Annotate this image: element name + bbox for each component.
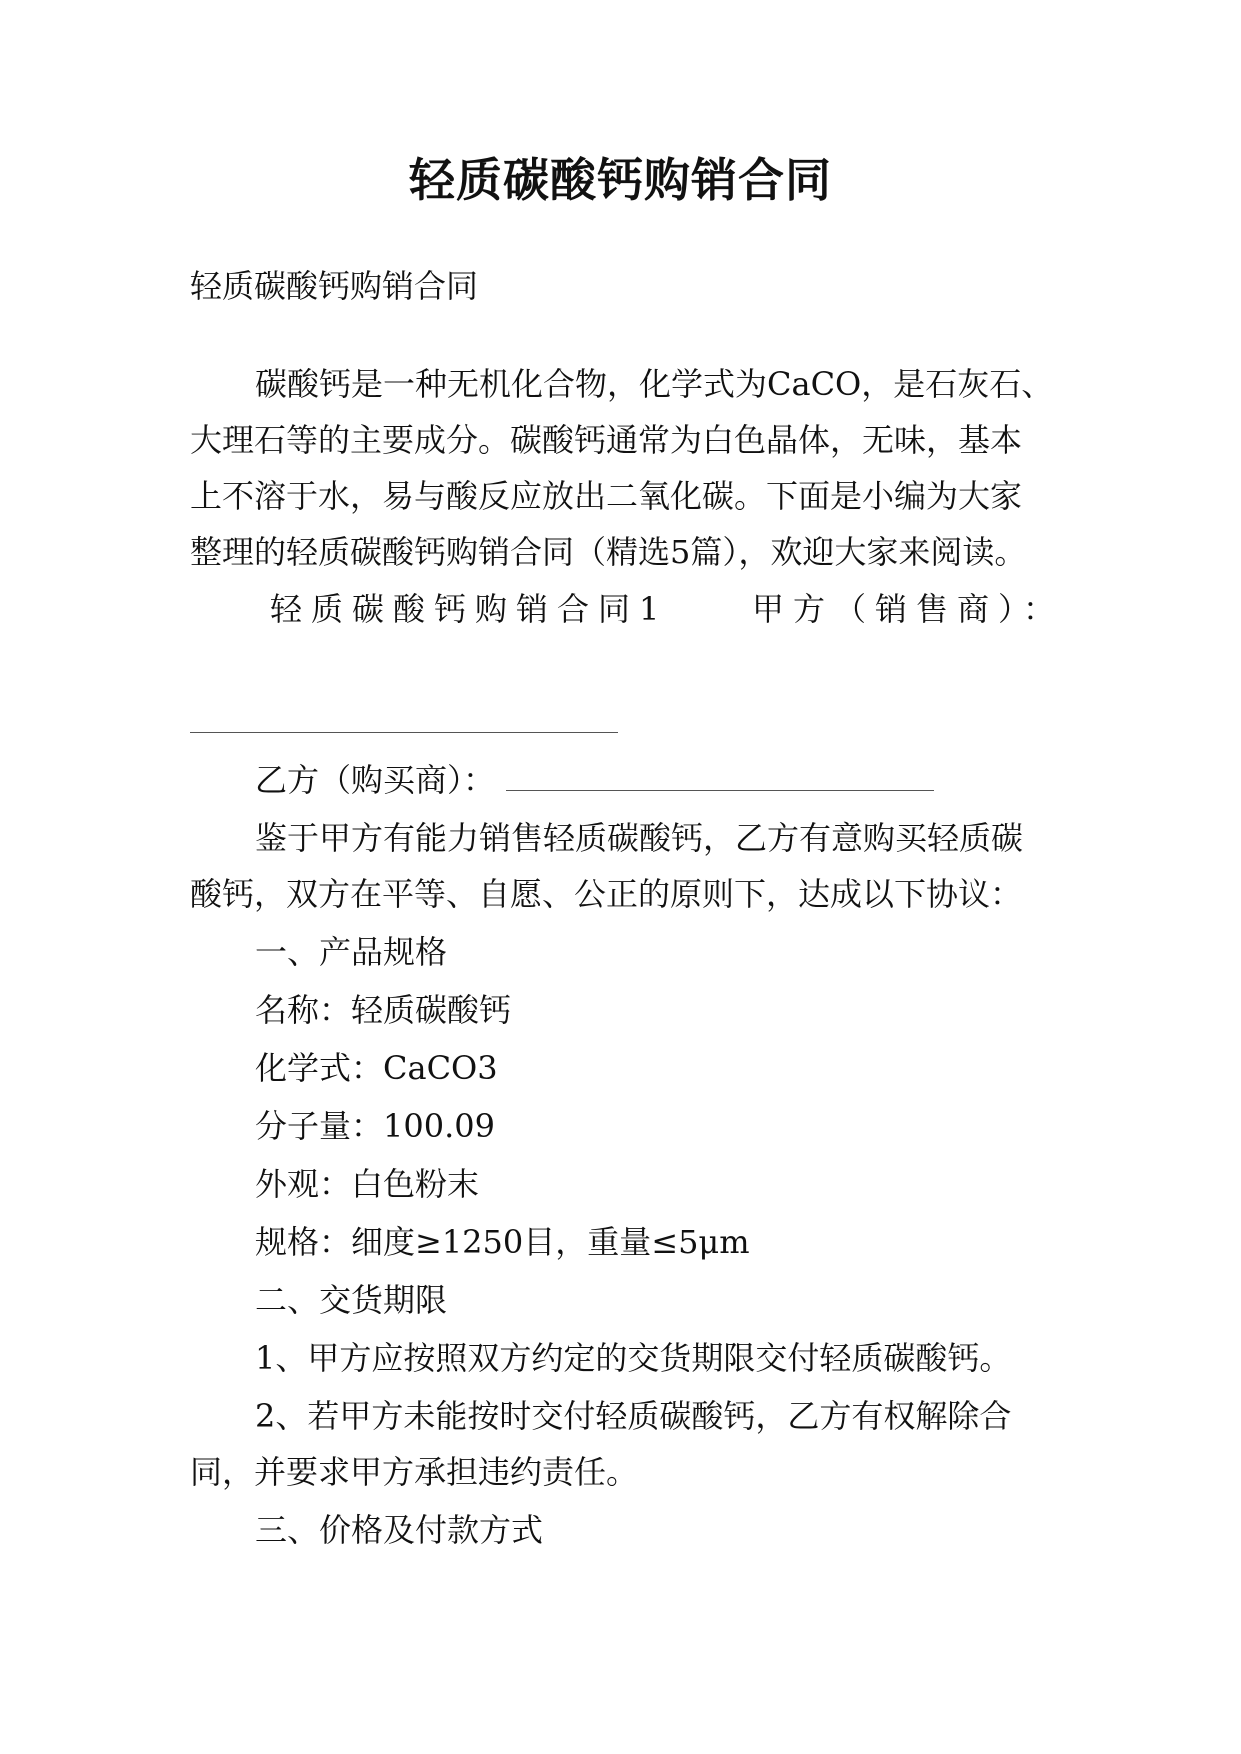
intro-line-1: 碳酸钙是一种无机化合物，化学式为CaCO，是石灰石、	[255, 365, 1054, 403]
spec-molecular-weight: 分子量：100.09	[255, 1107, 495, 1145]
party-a-label: 甲方（销售商）：	[752, 590, 1065, 628]
spec-name: 名称：轻质碳酸钙	[255, 991, 512, 1029]
delivery-item-1: 1、甲方应按照双方约定的交货期限交付轻质碳酸钙。	[255, 1339, 1012, 1377]
spec-appearance: 外观：白色粉末	[255, 1165, 480, 1203]
delivery-item-2-line-1: 2、若甲方未能按时交付轻质碳酸钙，乙方有权解除合	[255, 1397, 1012, 1435]
document-subtitle: 轻质碳酸钙购销合同	[190, 267, 479, 305]
spec-formula: 化学式：CaCO3	[255, 1049, 498, 1087]
intro-line-2: 大理石等的主要成分。碳酸钙通常为白色晶体，无味，基本	[190, 421, 1023, 459]
party-b-label: 乙方（购买商）：	[255, 761, 496, 799]
intro-line-3: 上不溶于水，易与酸反应放出二氧化碳。下面是小编为大家	[190, 477, 1023, 515]
section-3-title: 三、价格及付款方式	[255, 1511, 544, 1549]
agreement-line-2: 酸钙，双方在平等、自愿、公正的原则下，达成以下协议：	[190, 875, 1023, 913]
party-b-blank	[506, 790, 934, 791]
contract-heading: 轻质碳酸钙购销合同1	[270, 590, 669, 628]
intro-line-4: 整理的轻质碳酸钙购销合同（精选5篇），欢迎大家来阅读。	[190, 533, 1027, 571]
delivery-item-2-line-2: 同，并要求甲方承担违约责任。	[190, 1453, 639, 1491]
party-a-blank	[190, 732, 618, 733]
spec-size: 规格：细度≥1250目，重量≤5μm	[255, 1223, 750, 1261]
section-1-title: 一、产品规格	[255, 933, 448, 971]
document-title: 轻质碳酸钙购销合同	[409, 153, 832, 207]
agreement-line-1: 鉴于甲方有能力销售轻质碳酸钙，乙方有意购买轻质碳	[255, 819, 1024, 857]
section-2-title: 二、交货期限	[255, 1281, 448, 1319]
